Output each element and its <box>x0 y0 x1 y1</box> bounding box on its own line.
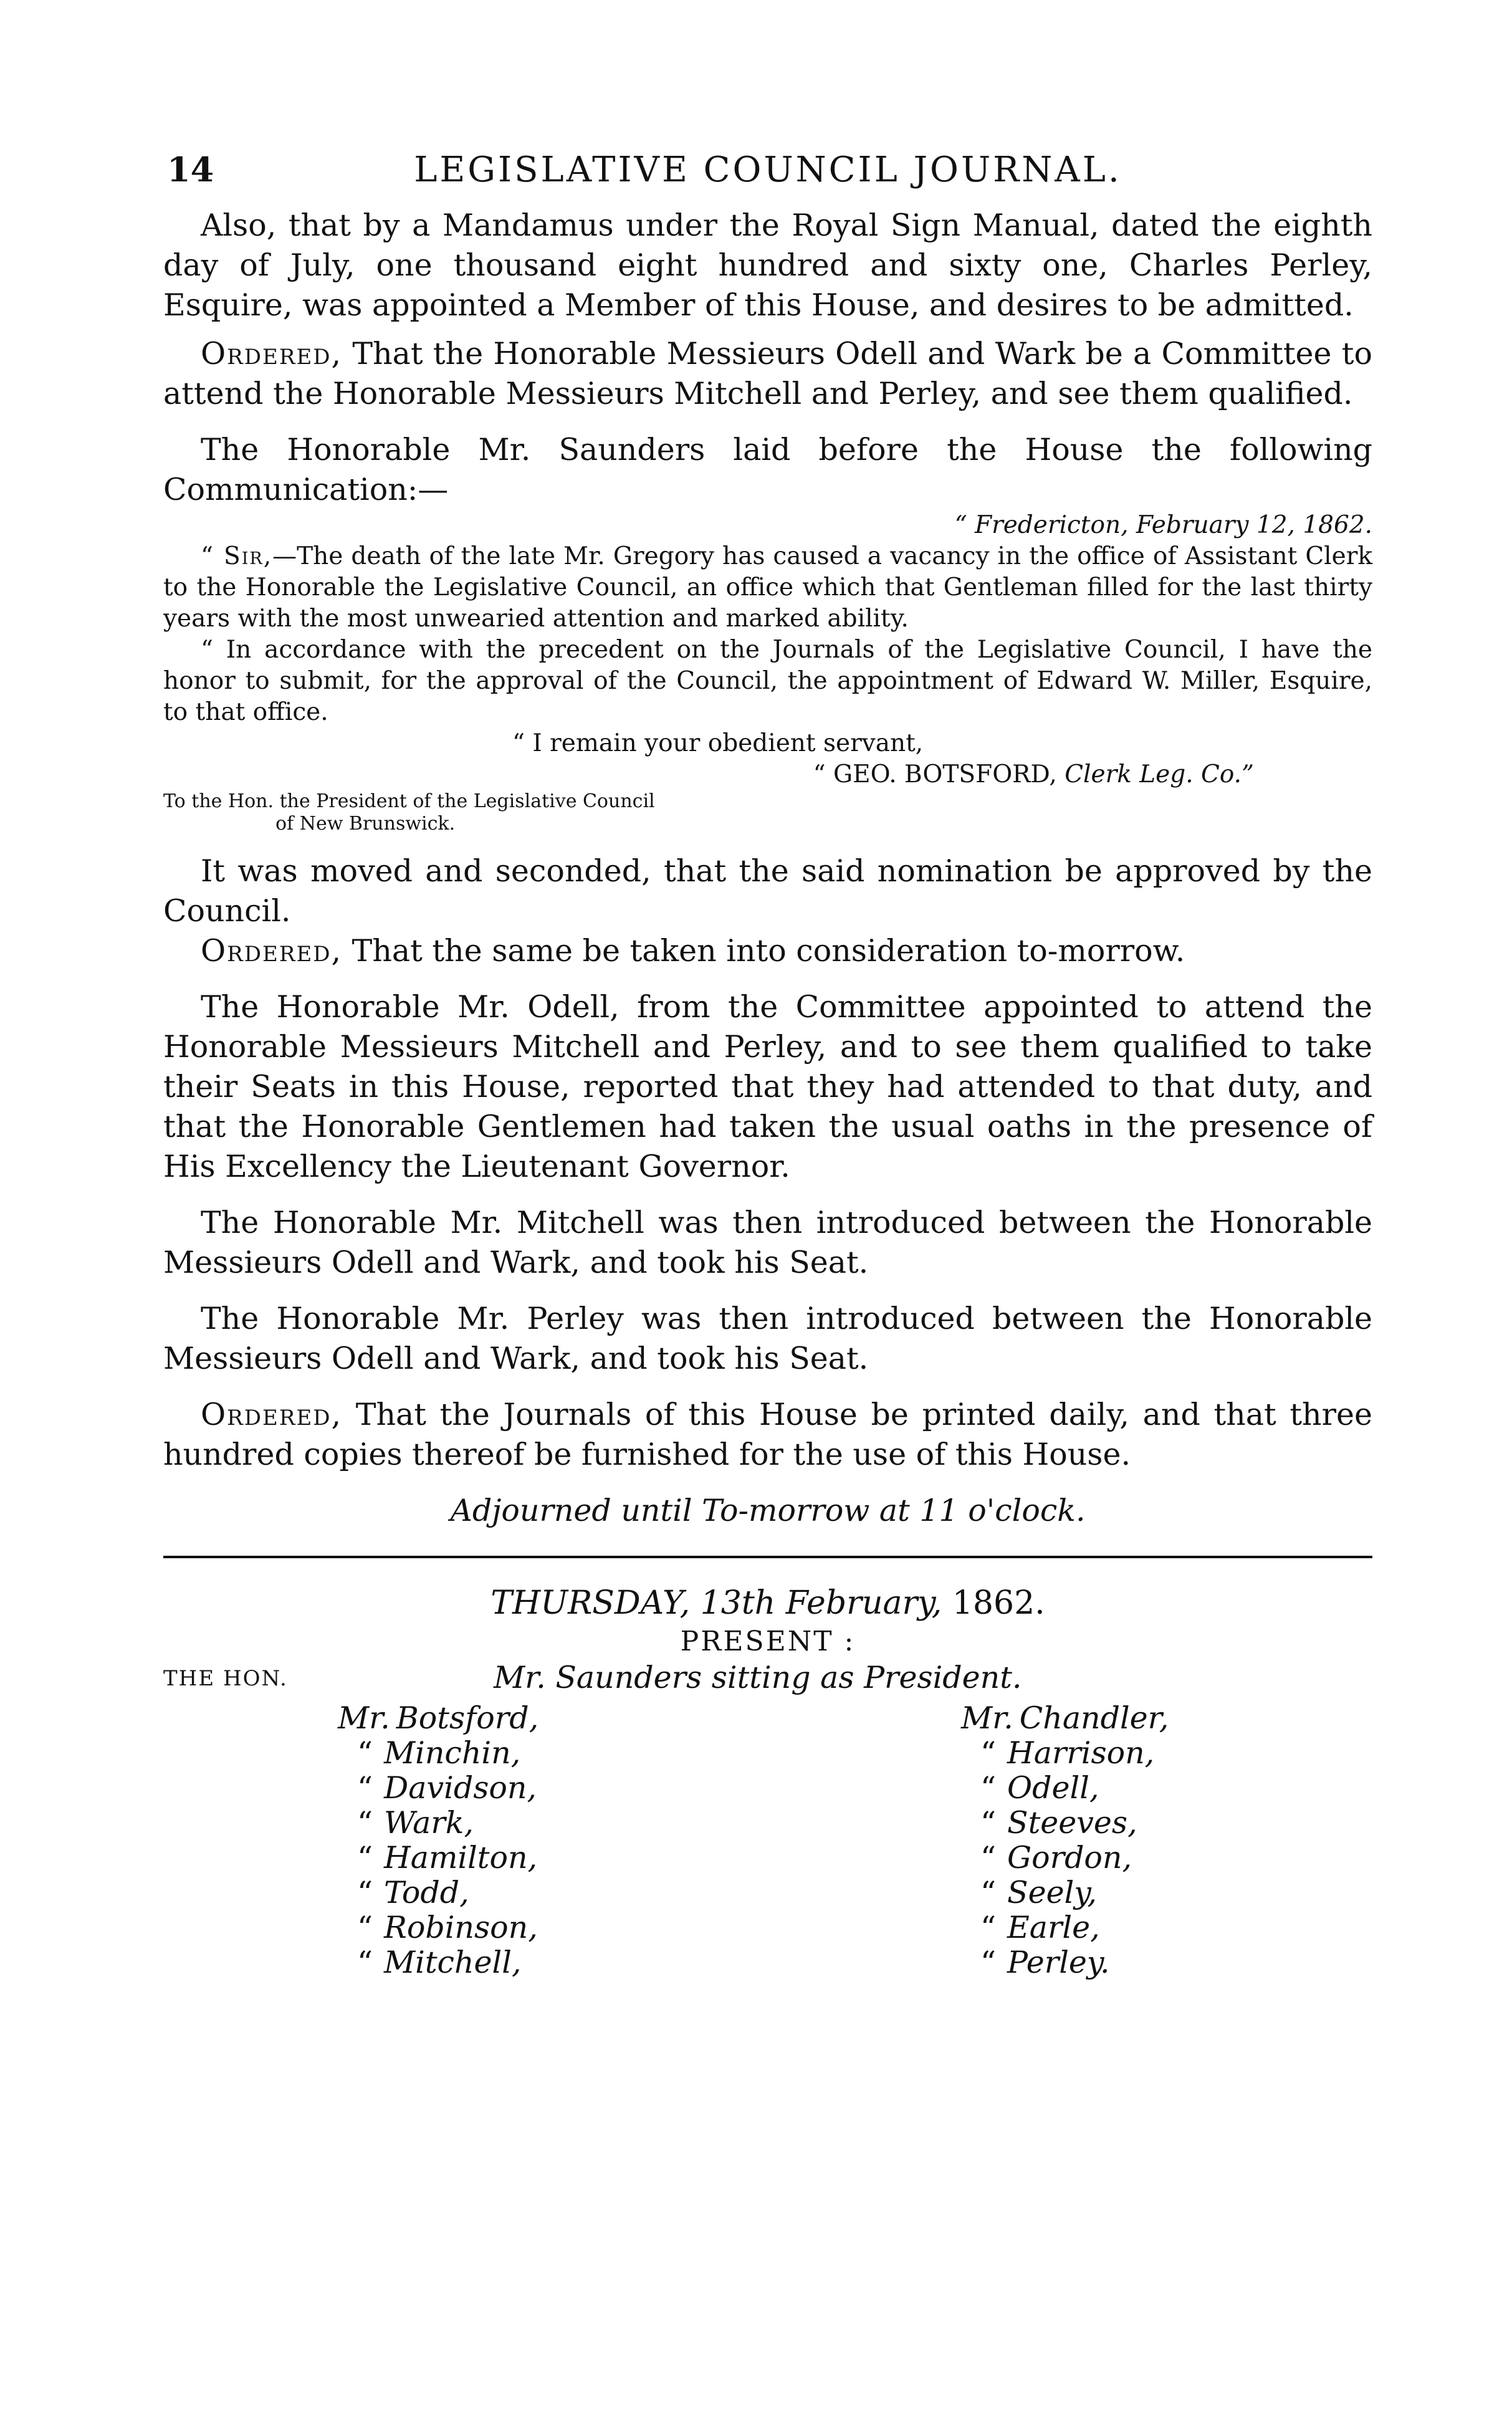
day-year: 1862. <box>952 1584 1045 1622</box>
member-left-0 <box>338 1701 538 1736</box>
paragraph-committee-report: The Honorable Mr. Odell, from the Committee appointed to attend the Honorable Messieurs Mitchell and Perley, and to see them qualified to take their Seats in this House, reported that they had attended to that duty, and that the Honorable Gentlemen had taken the usual oaths in the presence of His Excellency the Lieutenant Governor. <box>163 989 1372 1184</box>
member-left-7 <box>338 1945 538 1980</box>
day-name: THURSDAY, <box>490 1584 691 1622</box>
member-name: Botsford, <box>396 1700 539 1736</box>
member-name: Seely, <box>1007 1875 1097 1910</box>
paragraph-ordered-consideration <box>163 931 1372 971</box>
member-left-6 <box>338 1910 538 1945</box>
member-left-2 <box>338 1771 538 1806</box>
ditto-mark: “ <box>356 1770 373 1806</box>
member-name: Todd, <box>384 1875 469 1910</box>
paragraph-text: That the Honorable Messieurs Odell and Wark be a Committee to attend the Honorable Messieurs Mitchell and Perley, and see them qualified. <box>163 336 1372 411</box>
letter-signature-title: Clerk Leg. Co.” <box>1065 760 1254 788</box>
member-prefix: Mr. <box>961 1700 1013 1736</box>
member-left-1 <box>338 1736 538 1771</box>
ordered-label: Ordered, <box>201 1397 343 1432</box>
letter-text: —The death of the late Mr. Gregory has caused a vacancy in the office of Assistant Clerk to the Honorable the Legislative Council, an office which that Gentleman filled for the last thirty years with the most unwearied attention and marked ability. <box>163 542 1372 633</box>
member-name: Wark, <box>384 1805 474 1841</box>
ditto-mark: “ <box>980 1735 996 1771</box>
member-name: Gordon, <box>1007 1840 1132 1875</box>
letter-signature-line <box>163 759 1372 790</box>
member-name: Minchin, <box>384 1735 521 1771</box>
letter-dateline: “ Fredericton, February 12, 1862. <box>954 511 1372 539</box>
member-name: Robinson, <box>384 1910 538 1945</box>
letter-closing: “ I remain your obedient servant, <box>512 729 924 757</box>
day-date: 13th February, <box>700 1584 942 1622</box>
ordered-label: Ordered, <box>201 933 343 969</box>
letter-body-2: “ In accordance with the precedent on the Journals of the Legislative Council, I have the honor to submit, for the approval of the Council, the appointment of Edward W. Miller, Esquire, to that office. <box>163 636 1372 726</box>
member-right-6 <box>961 1910 1169 1945</box>
adjournment-line: Adjourned until To-morrow at 11 o'clock. <box>450 1493 1086 1528</box>
paragraph-mandamus: Also, that by a Mandamus under the Royal Sign Manual, dated the eighth day of July, one thousand eight hundred and sixty one, Charles Perley, Esquire, was appointed a Member of this House, and desires to be admitted. <box>163 208 1372 323</box>
ditto-mark: “ <box>356 1945 373 1980</box>
ditto-mark: “ <box>356 1840 373 1875</box>
paragraph-communication: The Honorable Mr. Saunders laid before the House the following Communication:— <box>163 432 1372 507</box>
member-name: Hamilton, <box>384 1840 538 1875</box>
address-line-1: To the Hon. the President of the Legislative Council <box>163 790 655 812</box>
ditto-mark: “ <box>980 1805 996 1841</box>
letter-address <box>163 790 1372 835</box>
ditto-mark: “ <box>356 1735 373 1771</box>
the-hon-label: THE HON. <box>163 1666 288 1691</box>
member-right-7 <box>961 1945 1169 1980</box>
member-right-4 <box>961 1841 1169 1875</box>
paragraph-perley-introduced: The Honorable Mr. Perley was then introduced between the Honorable Messieurs Odell and Wark, and took his Seat. <box>163 1301 1372 1376</box>
member-name: Earle, <box>1007 1910 1100 1945</box>
member-right-0 <box>961 1701 1169 1736</box>
ditto-mark: “ <box>980 1945 996 1980</box>
members-column-right <box>961 1701 1169 1980</box>
ditto-mark: “ <box>356 1875 373 1910</box>
ditto-mark: “ <box>356 1805 373 1841</box>
member-left-5 <box>338 1875 538 1910</box>
paragraph-mitchell-introduced: The Honorable Mr. Mitchell was then introduced between the Honorable Messieurs Odell and Wark, and took his Seat. <box>163 1205 1372 1280</box>
members-header <box>163 1660 1372 1701</box>
member-name: Perley. <box>1007 1945 1110 1980</box>
member-name: Odell, <box>1007 1770 1099 1806</box>
member-name: Mitchell, <box>384 1945 522 1980</box>
ordered-label: Ordered, <box>201 336 343 371</box>
ditto-mark: “ <box>980 1910 996 1945</box>
letter-salutation: “ Sir, <box>201 542 273 570</box>
day-heading <box>163 1584 1372 1622</box>
member-right-5 <box>961 1875 1169 1910</box>
member-name: Steeves, <box>1007 1805 1137 1841</box>
members-column-left <box>338 1701 538 1980</box>
ditto-mark: “ <box>980 1770 996 1806</box>
member-name: Davidson, <box>384 1770 537 1806</box>
paragraph-text: That the Journals of this House be printed daily, and that three hundred copies thereof be furnished for the use of this House. <box>163 1397 1372 1472</box>
section-divider <box>163 1556 1372 1558</box>
paragraph-text: That the same be taken into consideration to-morrow. <box>342 933 1185 969</box>
member-right-2 <box>961 1771 1169 1806</box>
member-right-1 <box>961 1736 1169 1771</box>
member-left-3 <box>338 1806 538 1841</box>
paragraph-moved: It was moved and seconded, that the said nomination be approved by the Council. <box>163 853 1372 929</box>
paragraph-committee-ordered <box>163 334 1372 414</box>
running-head <box>163 150 1372 206</box>
member-prefix: Mr. <box>338 1700 390 1736</box>
ditto-mark: “ <box>980 1840 996 1875</box>
members-list <box>163 1701 1372 2025</box>
member-name: Harrison, <box>1007 1735 1155 1771</box>
letter-body-1 <box>163 541 1372 635</box>
paragraph-journals-printed <box>163 1395 1372 1475</box>
member-left-4 <box>338 1841 538 1875</box>
member-right-3 <box>961 1806 1169 1841</box>
letter <box>163 510 1372 835</box>
president-line: Mr. Saunders sitting as President. <box>494 1660 1022 1695</box>
ditto-mark: “ <box>356 1910 373 1945</box>
page-number: 14 <box>167 150 214 189</box>
present-heading: PRESENT : <box>680 1626 856 1657</box>
ditto-mark: “ <box>980 1875 996 1910</box>
letter-signature: “ GEO. BOTSFORD, <box>813 760 1057 788</box>
member-name: Chandler, <box>1019 1700 1169 1736</box>
address-line-2: of New Brunswick. <box>275 813 456 835</box>
journal-page <box>163 150 1372 2025</box>
journal-title: LEGISLATIVE COUNCIL JOURNAL. <box>414 150 1122 190</box>
